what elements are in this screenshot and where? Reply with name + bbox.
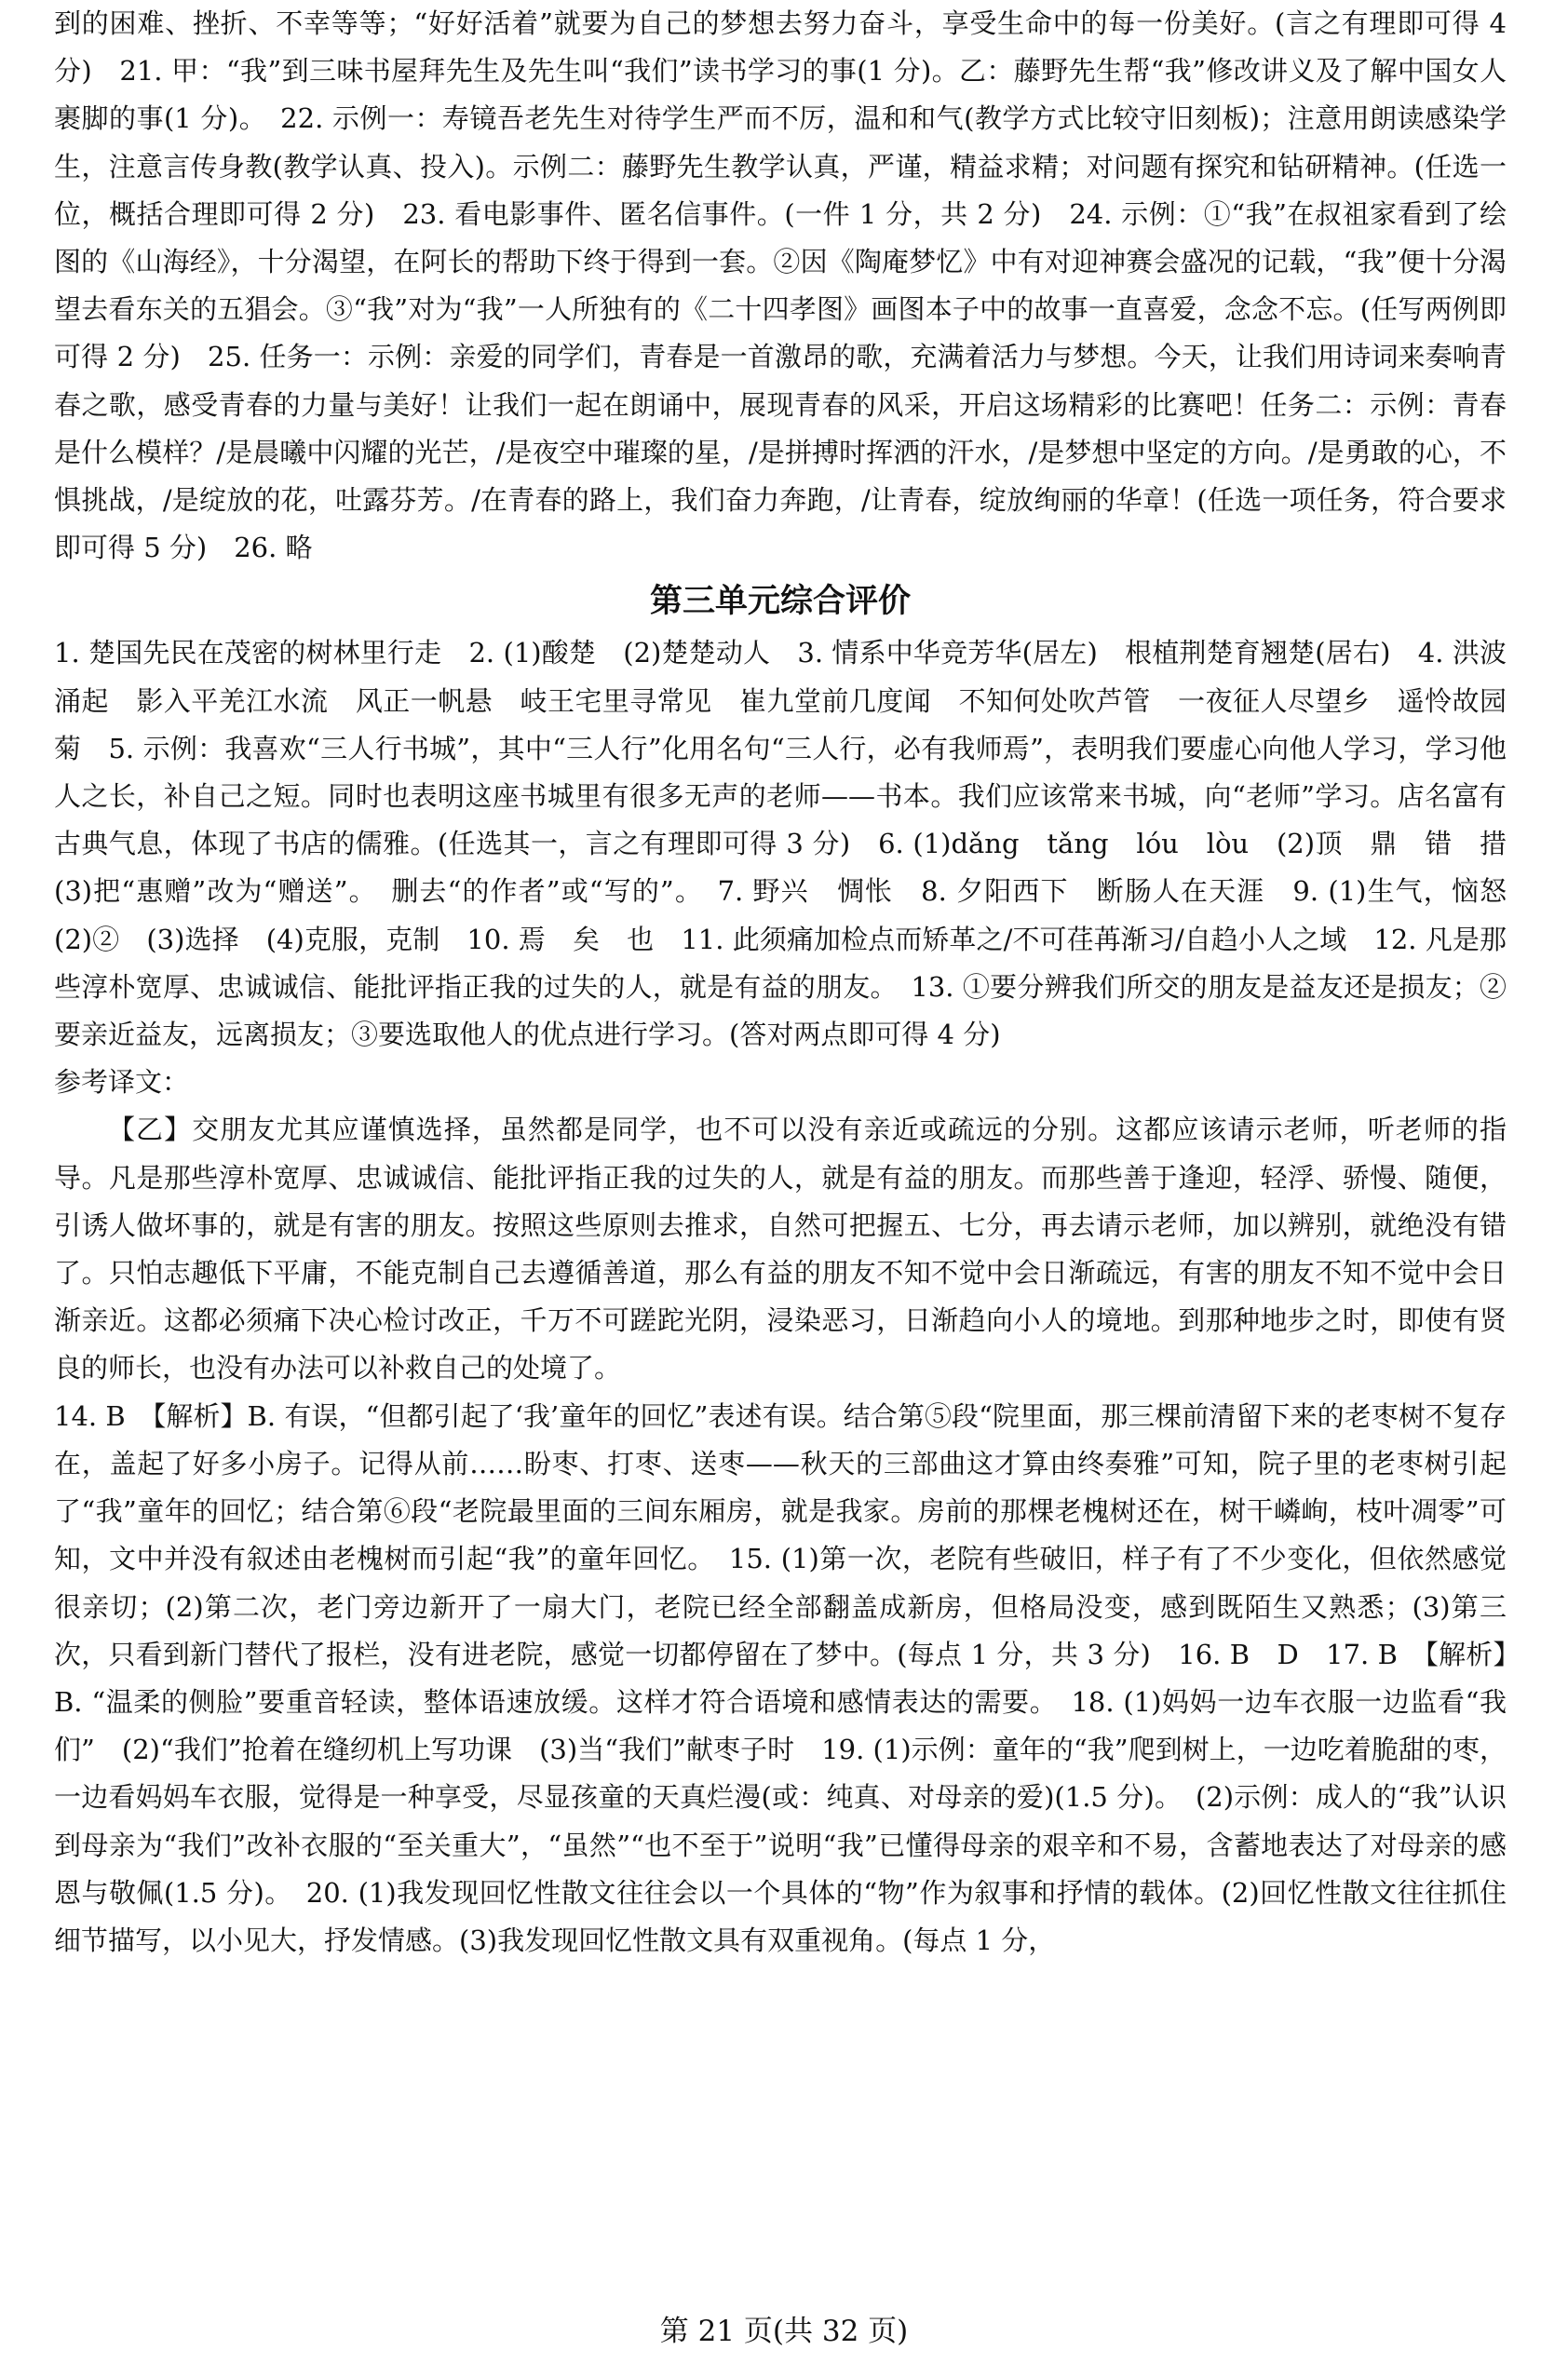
translation-label: 参考译文： (54, 1066, 190, 1099)
answers-unit3-part1: 1. 楚国先民在茂密的树林里行走 2. (1)酸楚 (2)楚楚动人 3. 情系中华竞芳华(居左) 根植荆楚育翘楚(居右) 4. 洪波涌起 影入平羌江水流 风正一帆悬 岐王宅里寻常见 崔九堂前几度闻 不知何处吹芦管 一夜征人尽望乡 遥怜故园菊 5. 示例：我喜欢“三人行书城”，其中“三人行”化用名句“三人行，必有我师焉”，表明我们要虚心向他人学习，学习他人之长，补自己之短。同时也表明这座书城里有很多无声的老师——书本。我们应该常来书城，向“老师”学习。店名富有古典气息，体现了书店的儒雅。(任选其一，言之有理即可得 3 分) 6. (1)dǎng tǎng lóu lòu (2)顶 鼎 错 措 (3)把“惠赠”改为“赠送”。 删去“的作者”或“写的”。 7. 野兴 惆怅 8. 夕阳西下 断肠人在天涯 9. (1)生气，恼怒 (2)② (3)选择 (4)克服，克制 10. 焉 矣 也 11. 此须痛加检点而矫革之/不可荏苒渐习/自趋小人之域 12. 凡是那些淳朴宽厚、忠诚诚信、能批评指正我的过失的人，就是有益的朋友。 13. ①要分辨我们所交的朋友是益友还是损友；②要亲近益友，远离损友；③要选取他人的优点进行学习。(答对两点即可得 4 分) (54, 637, 1534, 1051)
answers-unit3-part2: 14. B 【解析】B. 有误，“但都引起了‘我’童年的回忆”表述有误。结合第⑤段“院里面，那三棵前清留下来的老枣树不复存在，盖起了好多小房子。记得从前……盼枣、打枣、送枣——秋天的三部曲这才算由终奏雅”可知，院子里的老枣树引起了“我”童年的回忆；结合第⑥段“老院最里面的三间东厢房，就是我家。房前的那棵老槐树还在，树干嶙峋，枝叶凋零”可知，文中并没有叙述由老槐树而引起“我”的童年回忆。 15. (1)第一次，老院有些破旧，样子有了不少变化，但依然感觉很亲切；(2)第二次，老门旁边新开了一扇大门，老院已经全部翻盖成新房，但格局没变，感到既陌生又熟悉；(3)第三次，只看到新门替代了报栏，没有进老院，感觉一切都停留在了梦中。(每点 1 分，共 3 分) 16. B D 17. B 【解析】B. “温柔的侧脸”要重音轻读，整体语速放缓。这样才符合语境和感情表达的需要。 18. (1)妈妈一边车衣服一边监看“我们” (2)“我们”抢着在缝纫机上写功课 (3)当“我们”献枣子时 19. (1)示例：童年的“我”爬到树上，一边吃着脆甜的枣，一边看妈妈车衣服，觉得是一种享受，尽显孩童的天真烂漫(或：纯真、对母亲的爱)(1.5 分)。 (2)示例：成人的“我”认识到母亲为“我们”改补衣服的“至关重大”，“虽然”“也不至于”说明“我”已懂得母亲的艰辛和不易，含蓄地表达了对母亲的感恩与敬佩(1.5 分)。 20. (1)我发现回忆性散文往往会以一个具体的“物”作为叙事和抒情的载体。(2)回忆性散文往往抓住细节描写，以小见大，抒发情感。(3)我发现回忆性散文具有双重视角。(每点 1 分， (54, 1399, 1507, 1956)
page-number: 第 21 页(共 32 页) (659, 2315, 909, 2348)
answers-unit2-tail: 到的困难、挫折、不幸等等；“好好活着”就要为自己的梦想去努力奋斗，享受生命中的每一份美好。(言之有理即可得 4 分) 21. 甲：“我”到三味书屋拜先生及先生叫“我们”读书学习的事(1 分)。乙：藤野先生帮“我”修改讲义及了解中国女人裹脚的事(1 分)。 22. 示例一：寿镜吾老先生对待学生严而不厉，温和和气(教学方式比较守旧刻板)；注意用朗读感染学生，注意言传身教(教学认真、投入)。示例二：藤野先生教学认真，严谨，精益求精；对问题有探究和钻研精神。(任选一位，概括合理即可得 2 分) 23. 看电影事件、匿名信事件。(一件 1 分，共 2 分) 24. 示例：①“我”在叔祖家看到了绘图的《山海经》，十分渴望，在阿长的帮助下终于得到一套。②因《陶庵梦忆》中有对迎神赛会盛况的记载，“我”便十分渴望去看东关的五猖会。③“我”对为“我”一人所独有的《二十四孝图》画图本子中的故事一直喜爱，念念不忘。(任写两例即可得 2 分) 25. 任务一：示例：亲爱的同学们，青春是一首激昂的歌，充满着活力与梦想。今天，让我们用诗词来奏响青春之歌，感受青春的力量与美好！让我们一起在朗诵中，展现青春的风采，开启这场精彩的比赛吧！任务二：示例：青春是什么模样？/是晨曦中闪耀的光芒，/是夜空中璀璨的星，/是拼搏时挥洒的汗水，/是梦想中坚定的方向。/是勇敢的心，不惧挑战，/是绽放的花，吐露芬芳。/在青春的路上，我们奋力奔跑，/让青春，绽放绚丽的华章！(任选一项任务，符合要求即可得 5 分) 26. 略 (54, 7, 1507, 564)
section-title: 第三单元综合评价 (649, 583, 911, 621)
answer-page (54, 0, 1534, 2377)
translation-text: 【乙】交朋友尤其应谨慎选择，虽然都是同学，也不可以没有亲近或疏远的分别。这都应该请示老师，听老师的指导。凡是那些淳朴宽厚、忠诚诚信、能批评指正我的过失的人，就是有益的朋友。而那些善于逢迎，轻浮、骄慢、随便，引诱人做坏事的，就是有害的朋友。按照这些原则去推求，自然可把握五、七分，再去请示老师，加以辨别，就绝没有错了。只怕志趣低下平庸，不能克制自己去遵循善道，那么有益的朋友不知不觉中会日渐疏远，有害的朋友不知不觉中会日渐亲近。这都必须痛下决心检讨改正，千万不可蹉跎光阴，浸染恶习，日渐趋向小人的境地。到那种地步之时，即使有贤良的师长，也没有办法可以补救自己的处境了。 (54, 1114, 1507, 1384)
